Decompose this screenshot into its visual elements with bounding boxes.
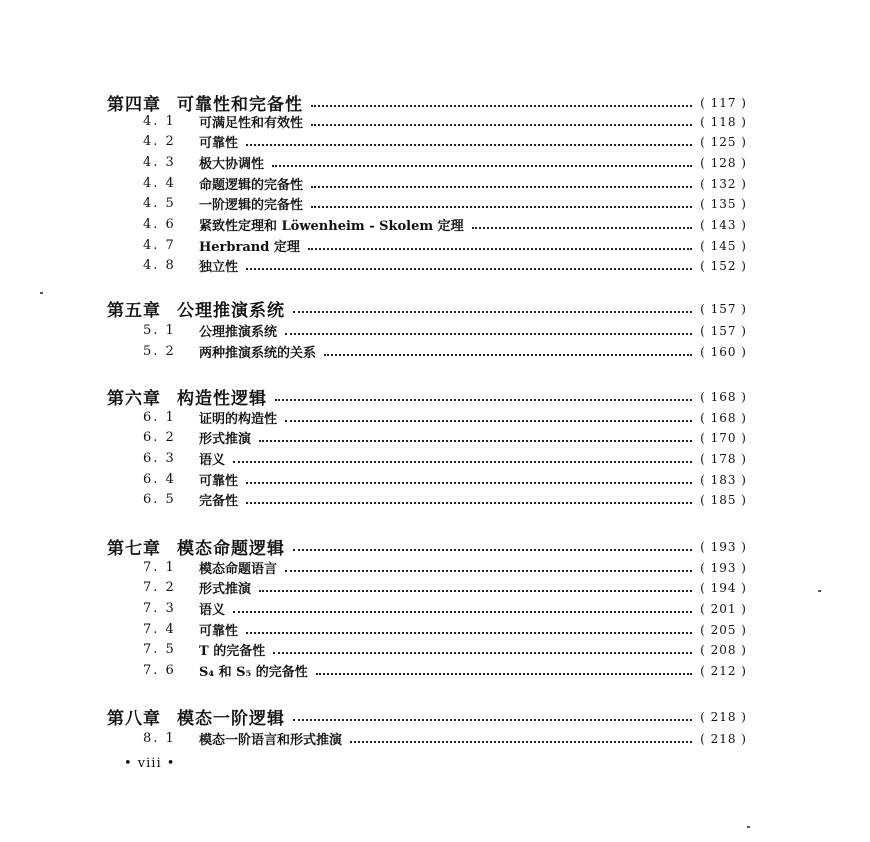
section-number: 4. 2 xyxy=(143,134,176,149)
section-number: 7. 4 xyxy=(143,622,176,637)
page-number: ( 170 ) xyxy=(700,430,747,445)
dot-leader xyxy=(233,461,692,463)
page-number: ( 157 ) xyxy=(700,301,747,316)
page-number: ( 117 ) xyxy=(700,95,747,110)
section-number: 6. 1 xyxy=(143,410,176,425)
chapter-heading: 第四章 可靠性和完备性 xyxy=(107,95,303,115)
section-number: 4. 1 xyxy=(143,114,176,129)
page-number: ( 125 ) xyxy=(700,134,747,149)
section-entry[interactable] xyxy=(143,256,747,275)
section-number: 7. 1 xyxy=(143,560,176,575)
section-entry[interactable] xyxy=(143,729,747,748)
section-title: 可满足性和有效性 xyxy=(199,116,304,131)
section-number: 6. 5 xyxy=(143,492,176,507)
section-number: 6. 3 xyxy=(143,451,176,466)
page-footer-number: • viii • xyxy=(124,756,176,771)
dot-leader xyxy=(324,354,692,356)
section-entry[interactable] xyxy=(143,428,747,447)
section-number: 6. 2 xyxy=(143,430,176,445)
page-number: ( 128 ) xyxy=(700,155,747,170)
dot-leader xyxy=(285,420,692,422)
section-number: 7. 3 xyxy=(143,601,176,616)
section-title: S₄ 和 S₅ 的完备性 xyxy=(199,665,308,680)
section-entry[interactable] xyxy=(143,215,747,234)
section-entry[interactable] xyxy=(143,236,747,255)
dot-leader xyxy=(350,741,692,743)
section-number: 7. 2 xyxy=(143,580,176,595)
page-number: ( 157 ) xyxy=(700,323,747,338)
dot-leader xyxy=(308,248,692,250)
section-title: 独立性 xyxy=(199,260,239,275)
chapter-8-entry[interactable] xyxy=(107,704,747,729)
chapter-heading: 第六章 构造性逻辑 xyxy=(107,389,267,409)
section-entry[interactable] xyxy=(143,558,747,577)
section-entry[interactable] xyxy=(143,408,747,427)
scan-speck xyxy=(818,590,821,592)
section-number: 4. 6 xyxy=(143,217,176,232)
section-entry[interactable] xyxy=(143,174,747,193)
page-number: ( 208 ) xyxy=(700,642,747,657)
section-entry[interactable] xyxy=(143,449,747,468)
dot-leader xyxy=(246,632,692,634)
page-number: ( 152 ) xyxy=(700,258,747,273)
section-title: 证明的构造性 xyxy=(199,412,278,427)
dot-leader xyxy=(311,124,692,126)
section-title: T 的完备性 xyxy=(199,644,266,659)
section-number: 7. 6 xyxy=(143,663,176,678)
page-number: ( 168 ) xyxy=(700,389,747,404)
page-number: ( 118 ) xyxy=(700,114,747,129)
dot-leader xyxy=(293,719,692,721)
page-number: ( 145 ) xyxy=(700,238,747,253)
section-title: 模态一阶语言和形式推演 xyxy=(199,733,343,748)
section-title: 形式推演 xyxy=(199,582,252,597)
dot-leader xyxy=(272,165,692,167)
page-number: ( 194 ) xyxy=(700,580,747,595)
dot-leader xyxy=(311,105,692,107)
dot-leader xyxy=(316,673,692,675)
section-number: 5. 1 xyxy=(143,323,176,338)
dot-leader xyxy=(311,186,692,188)
page-number: ( 193 ) xyxy=(700,539,747,554)
dot-leader xyxy=(246,268,692,270)
section-number: 6. 4 xyxy=(143,472,176,487)
page-number: ( 183 ) xyxy=(700,472,747,487)
section-entry[interactable] xyxy=(143,342,747,361)
section-entry[interactable] xyxy=(143,321,747,340)
dot-leader xyxy=(246,144,692,146)
section-entry[interactable] xyxy=(143,112,747,131)
section-entry[interactable] xyxy=(143,470,747,489)
section-title: 可靠性 xyxy=(199,624,239,639)
page-number: ( 135 ) xyxy=(700,196,747,211)
section-title: 模态命题语言 xyxy=(199,562,278,577)
section-entry[interactable] xyxy=(143,153,747,172)
page-number: ( 212 ) xyxy=(700,663,747,678)
section-entry[interactable] xyxy=(143,640,747,659)
dot-leader xyxy=(233,611,692,613)
section-number: 4. 8 xyxy=(143,258,176,273)
page-number: ( 160 ) xyxy=(700,344,747,359)
section-title: 紧致性定理和 Löwenheim - Skolem 定理 xyxy=(199,219,464,234)
chapter-5-entry[interactable] xyxy=(107,296,747,321)
dot-leader xyxy=(285,570,692,572)
page-number: ( 205 ) xyxy=(700,622,747,637)
section-number: 4. 5 xyxy=(143,196,176,211)
page-number: ( 143 ) xyxy=(700,217,747,232)
chapter-6-entry[interactable] xyxy=(107,384,747,409)
dot-leader xyxy=(293,549,692,551)
page-number: ( 132 ) xyxy=(700,176,747,191)
section-entry[interactable] xyxy=(143,661,747,680)
section-title: 可靠性 xyxy=(199,474,239,489)
section-number: 4. 4 xyxy=(143,176,176,191)
section-entry[interactable] xyxy=(143,490,747,509)
chapter-heading: 第八章 模态一阶逻辑 xyxy=(107,709,285,729)
section-number: 7. 5 xyxy=(143,642,176,657)
dot-leader xyxy=(472,227,692,229)
chapter-heading: 第五章 公理推演系统 xyxy=(107,301,285,321)
section-title: Herbrand 定理 xyxy=(199,240,300,255)
page-number: ( 218 ) xyxy=(700,731,747,746)
dot-leader xyxy=(273,652,692,654)
section-title: 语义 xyxy=(199,603,226,618)
dot-leader xyxy=(275,399,692,401)
page-number: ( 168 ) xyxy=(700,410,747,425)
scan-speck xyxy=(40,292,43,294)
section-entry[interactable] xyxy=(143,599,747,618)
section-title: 可靠性 xyxy=(199,136,239,151)
section-entry[interactable] xyxy=(143,132,747,151)
dot-leader xyxy=(246,502,692,504)
section-entry[interactable] xyxy=(143,194,747,213)
section-title: 形式推演 xyxy=(199,432,252,447)
dot-leader xyxy=(311,206,692,208)
section-number: 5. 2 xyxy=(143,344,176,359)
section-title: 命题逻辑的完备性 xyxy=(199,178,304,193)
dot-leader xyxy=(259,440,692,442)
page-number: ( 201 ) xyxy=(700,601,747,616)
section-number: 4. 3 xyxy=(143,155,176,170)
page-number: ( 193 ) xyxy=(700,560,747,575)
section-title: 一阶逻辑的完备性 xyxy=(199,198,304,213)
section-number: 8. 1 xyxy=(143,731,176,746)
chapter-7-entry[interactable] xyxy=(107,534,747,559)
page-number: ( 185 ) xyxy=(700,492,747,507)
page-number: ( 218 ) xyxy=(700,709,747,724)
section-entry[interactable] xyxy=(143,578,747,597)
section-entry[interactable] xyxy=(143,620,747,639)
page-number: ( 178 ) xyxy=(700,451,747,466)
section-title: 语义 xyxy=(199,453,226,468)
section-title: 极大协调性 xyxy=(199,157,265,172)
section-number: 4. 7 xyxy=(143,238,176,253)
dot-leader xyxy=(246,482,692,484)
scan-speck xyxy=(747,826,750,828)
section-title: 完备性 xyxy=(199,494,239,509)
chapter-heading: 第七章 模态命题逻辑 xyxy=(107,539,285,559)
dot-leader xyxy=(293,311,692,313)
dot-leader xyxy=(259,590,692,592)
dot-leader xyxy=(285,333,692,335)
section-title: 两种推演系统的关系 xyxy=(199,346,317,361)
section-title: 公理推演系统 xyxy=(199,325,278,340)
